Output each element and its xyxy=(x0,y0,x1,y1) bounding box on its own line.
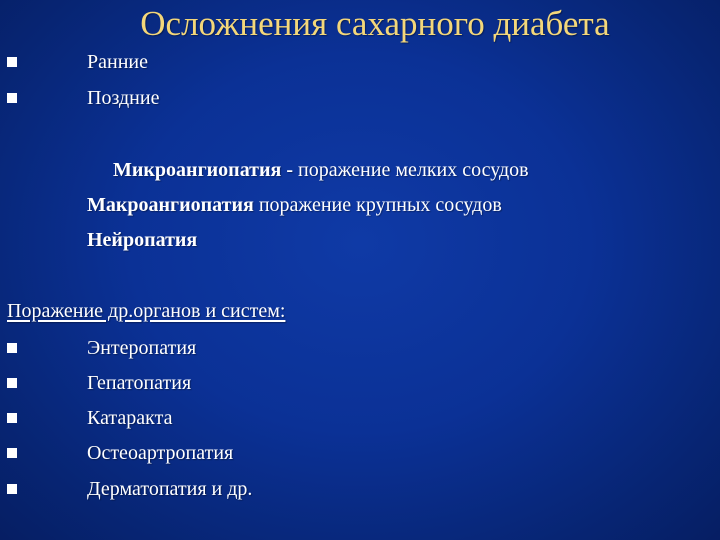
list-item-early xyxy=(0,47,720,77)
square-bullet-icon xyxy=(7,413,17,423)
list-item-label: Гепатопатия xyxy=(87,372,192,394)
list-item-label: Ранние xyxy=(87,51,148,73)
slide-title: Осложнения сахарного диабета xyxy=(140,4,610,43)
square-bullet-icon xyxy=(7,57,17,67)
macroangiopathy-term: Макроангиопатия xyxy=(87,194,254,216)
square-bullet-icon xyxy=(7,343,17,353)
macroangiopathy-line xyxy=(0,190,720,220)
list-item-label: Энтеропатия xyxy=(87,337,197,359)
square-bullet-icon xyxy=(7,378,17,388)
list-item-label: Катаракта xyxy=(87,407,173,429)
list-item-late xyxy=(0,83,720,113)
microangiopathy-separator: - xyxy=(281,159,299,181)
list-item-label: Поздние xyxy=(87,87,160,109)
microangiopathy-description: поражение мелких сосудов xyxy=(298,159,529,181)
organs-heading: Поражение др.органов и систем: xyxy=(7,300,286,322)
microangiopathy-term: Микроангиопатия xyxy=(113,159,282,181)
list-item-organ xyxy=(0,333,720,363)
microangiopathy-text xyxy=(113,155,529,185)
list-item-organ xyxy=(0,438,720,468)
microangiopathy-line xyxy=(0,155,720,185)
neuropathy-line xyxy=(0,225,720,255)
macroangiopathy-description: поражение крупных сосудов xyxy=(253,194,502,216)
list-item-organ xyxy=(0,474,720,504)
list-item-organ xyxy=(0,403,720,433)
square-bullet-icon xyxy=(7,484,17,494)
macroangiopathy-text xyxy=(87,190,502,220)
square-bullet-icon xyxy=(7,93,17,103)
list-item-label: Остеоартропатия xyxy=(87,442,234,464)
neuropathy-term: Нейропатия xyxy=(87,229,198,251)
list-item-organ xyxy=(0,368,720,398)
square-bullet-icon xyxy=(7,448,17,458)
list-item-label: Дерматопатия и др. xyxy=(87,478,253,500)
